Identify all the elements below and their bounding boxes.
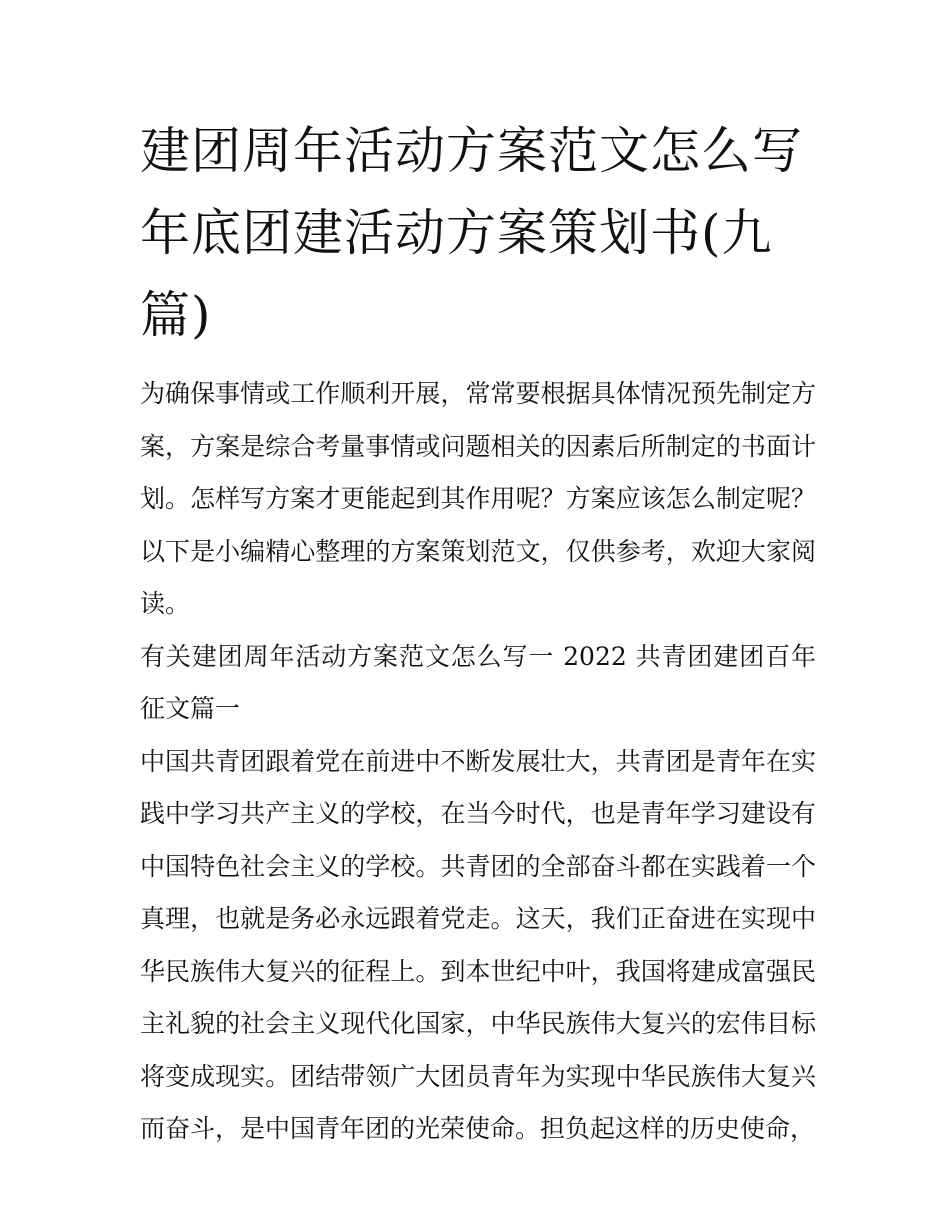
- document-page: [140, 110, 816, 1156]
- document-title: 建团周年活动方案范文怎么写年底团建活动方案策划书(九篇): [140, 122, 803, 344]
- section-heading: 有关建团周年活动方案范文怎么写一 2022 共青团建团百年征文篇一: [140, 641, 816, 723]
- body-paragraph: 中国共青团跟着党在前进中不断发展壮大，共青团是青年在实践中学习共产主义的学校，在当今时代，也是青年学习建设有中国特色社会主义的学校。共青团的全部奋斗都在实践着一个真理，也就是务必永远跟着党走。这天，我们正奋进在实现中华民族伟大复兴的征程上。到本世纪中叶，我国将建成富强民主礼貌的社会主义现代化国家，中华民族伟大复兴的宏伟目标将变成现实。团结带领广大团员青年为实现中华民族伟大复兴而奋斗，是中国青年团的光荣使命。担负起这样的历史使命，: [140, 746, 816, 1143]
- intro-paragraph: 为确保事情或工作顺利开展，常常要根据具体情况预先制定方案，方案是综合考量事情或问题相关的因素后所制定的书面计划。怎样写方案才更能起到其作用呢？方案应该怎么制定呢？以下是小编精心整理的方案策划范文，仅供参考，欢迎大家阅读。: [140, 379, 816, 618]
